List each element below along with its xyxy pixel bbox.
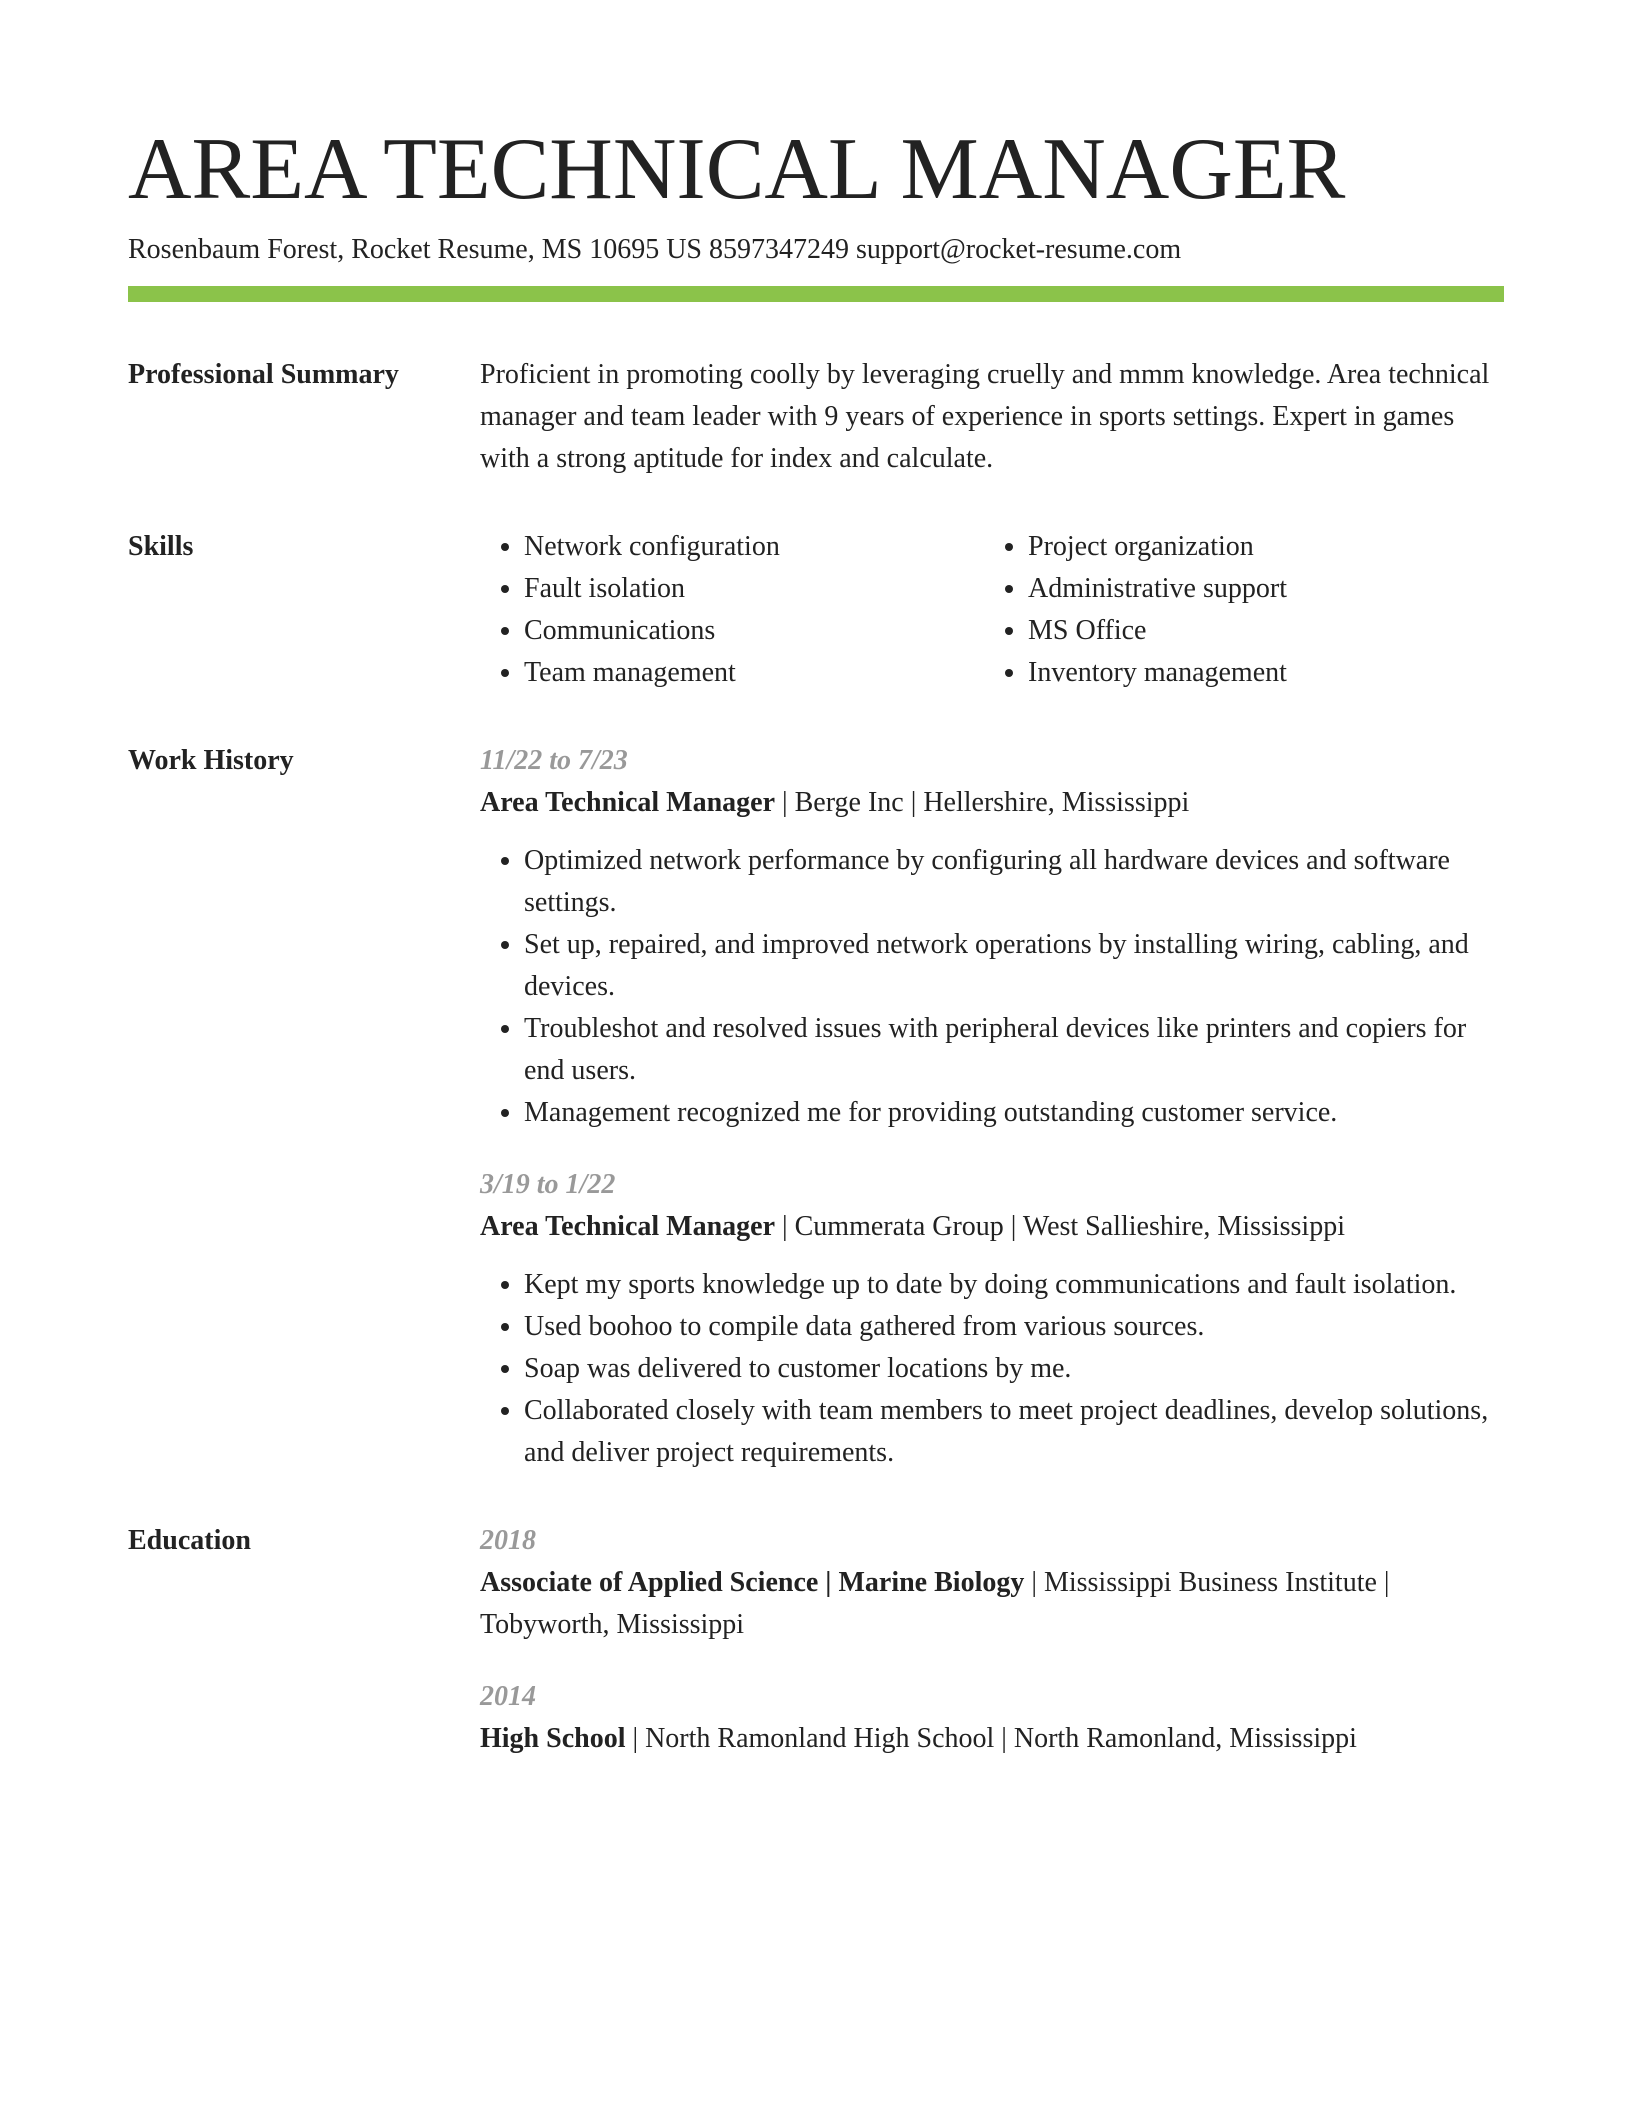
summary-body: [480, 354, 1504, 480]
skill-item: • Administrative support: [1028, 568, 1488, 610]
education-line: [480, 1562, 1504, 1646]
skills-list-right: [984, 526, 1488, 694]
work-history-label: Work History: [128, 745, 294, 776]
job-date: 11/22 to 7/23: [480, 745, 628, 776]
job-bullets: [480, 840, 1504, 1134]
education-entry: [480, 1520, 1504, 1646]
summary-text: Proficient in promoting coolly by leveraging cruelly and mmm knowledge. Area technical manager and team leader with 9 years of experience in sports settings. Expert in games with a strong aptitude for index and calculate.: [480, 359, 1490, 474]
education-body: [480, 1520, 1504, 1760]
job-bullet: • Optimized network performance by configuring all hardware devices and software settings.: [524, 840, 1504, 924]
education-degree: High School: [480, 1723, 626, 1754]
job-title: Area Technical Manager: [480, 787, 776, 818]
skill-item: • Network configuration: [524, 526, 984, 568]
skill-item: • Fault isolation: [524, 568, 984, 610]
summary-label: Professional Summary: [128, 359, 399, 390]
job-bullets: [480, 1264, 1504, 1474]
job-date: 3/19 to 1/22: [480, 1169, 616, 1200]
job-bullet: • Management recognized me for providing outstanding customer service.: [524, 1092, 1504, 1134]
skill-item: • Inventory management: [1028, 652, 1488, 694]
education-details: | North Ramonland High School | North Ramonland, Mississippi: [625, 1723, 1357, 1754]
job-details: | Berge Inc | Hellershire, Mississippi: [775, 787, 1190, 818]
skills-label: Skills: [128, 531, 194, 562]
resume-page: [128, 0, 1504, 1760]
job-bullet: • Collaborated closely with team members to meet project deadlines, develop solutions, and deliver project requirements.: [524, 1390, 1504, 1474]
job-role-line: [480, 782, 1504, 824]
education-entry: [480, 1676, 1504, 1760]
job-bullet: • Soap was delivered to customer locations by me.: [524, 1348, 1504, 1390]
skills-section: [128, 526, 1504, 694]
skill-item: • MS Office: [1028, 610, 1488, 652]
job-bullet: • Set up, repaired, and improved network operations by installing wiring, cabling, and devices.: [524, 924, 1504, 1008]
education-label: Education: [128, 1525, 251, 1556]
work-history-body: [480, 740, 1504, 1474]
education-degree: Associate of Applied Science | Marine Biology: [480, 1567, 1025, 1598]
education-date: 2014: [480, 1681, 536, 1712]
work-history-section: [128, 740, 1504, 1474]
education-line: [480, 1718, 1504, 1760]
job-title: Area Technical Manager: [480, 1211, 776, 1242]
job-bullet: • Used boohoo to compile data gathered from various sources.: [524, 1306, 1504, 1348]
education-details: | Mississippi Business Institute | Tobyworth, Mississippi: [480, 1567, 1390, 1640]
job-role-line: [480, 1206, 1504, 1248]
summary-section: [128, 354, 1504, 480]
job-bullet: • Kept my sports knowledge up to date by doing communications and fault isolation.: [524, 1264, 1504, 1306]
job-bullet: • Troubleshot and resolved issues with peripheral devices like printers and copiers for end users.: [524, 1008, 1504, 1092]
job-details: | Cummerata Group | West Sallieshire, Mississippi: [775, 1211, 1345, 1242]
accent-divider: [128, 286, 1504, 302]
skills-list-left: [480, 526, 984, 694]
skills-body: [480, 526, 1504, 694]
job-entry: [480, 1164, 1504, 1474]
skill-item: • Communications: [524, 610, 984, 652]
education-section: [128, 1520, 1504, 1760]
contact-line: Rosenbaum Forest, Rocket Resume, MS 10695 US 8597347249 support@rocket-resume.com: [128, 234, 1182, 265]
education-date: 2018: [480, 1525, 536, 1556]
skill-item: • Team management: [524, 652, 984, 694]
skill-item: • Project organization: [1028, 526, 1488, 568]
job-entry: [480, 740, 1504, 1134]
resume-name: AREA TECHNICAL MANAGER: [128, 121, 1346, 218]
